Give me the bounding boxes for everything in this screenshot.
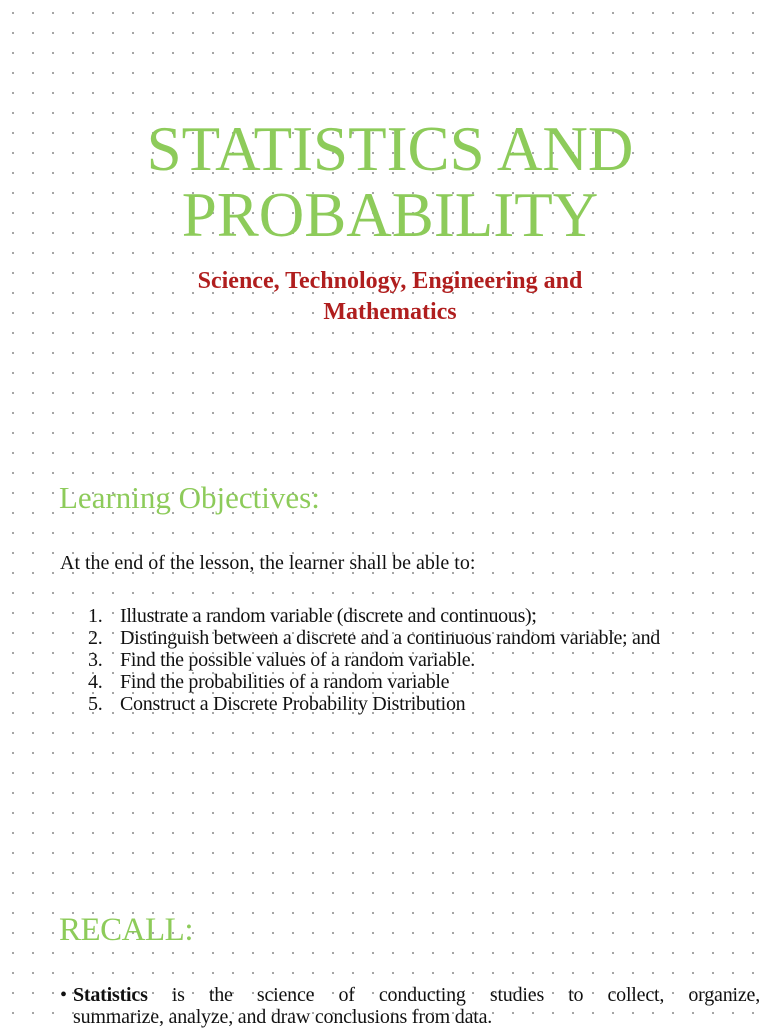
objective-item xyxy=(88,671,728,693)
recall-line-1 xyxy=(60,984,760,1006)
objective-text: Distinguish between a discrete and a continuous random variable; and xyxy=(120,627,660,649)
objective-item xyxy=(88,649,728,671)
recall-heading: RECALL: xyxy=(59,912,193,948)
objectives-list xyxy=(88,605,728,715)
objective-text: Find the possible values of a random variable. xyxy=(120,649,475,671)
objective-text: Illustrate a random variable (discrete and continuous); xyxy=(120,605,537,627)
objective-number: 3. xyxy=(88,649,103,671)
objectives-intro: At the end of the lesson, the learner shall be able to: xyxy=(60,552,476,574)
objective-item xyxy=(88,693,728,715)
objective-number: 2. xyxy=(88,627,103,649)
objective-item xyxy=(88,605,728,627)
recall-bullet-item xyxy=(60,984,760,1028)
recall-definition-continued: summarize, analyze, and draw conclusions from data. xyxy=(73,1006,493,1028)
objective-number: 5. xyxy=(88,693,103,715)
title-line-1: STATISTICS AND xyxy=(146,114,634,184)
objective-item xyxy=(88,627,728,649)
objective-number: 1. xyxy=(88,605,103,627)
subtitle-line-2: Mathematics xyxy=(323,299,457,325)
page-subtitle xyxy=(0,266,768,328)
objective-text: Construct a Discrete Probability Distribution xyxy=(120,693,466,715)
objective-text: Find the probabilities of a random variable xyxy=(120,671,450,693)
subtitle-line-1: Science, Technology, Engineering and xyxy=(197,268,583,294)
objective-number: 4. xyxy=(88,671,103,693)
title-line-2: PROBABILITY xyxy=(181,180,599,250)
page-title xyxy=(0,116,768,248)
bullet-icon: • xyxy=(60,984,67,1006)
learning-objectives-heading: Learning Objectives: xyxy=(59,480,320,515)
recall-term: Statistics xyxy=(73,984,148,1006)
recall-definition-start: is the science of conducting studies to collect, organize, xyxy=(147,984,760,1006)
